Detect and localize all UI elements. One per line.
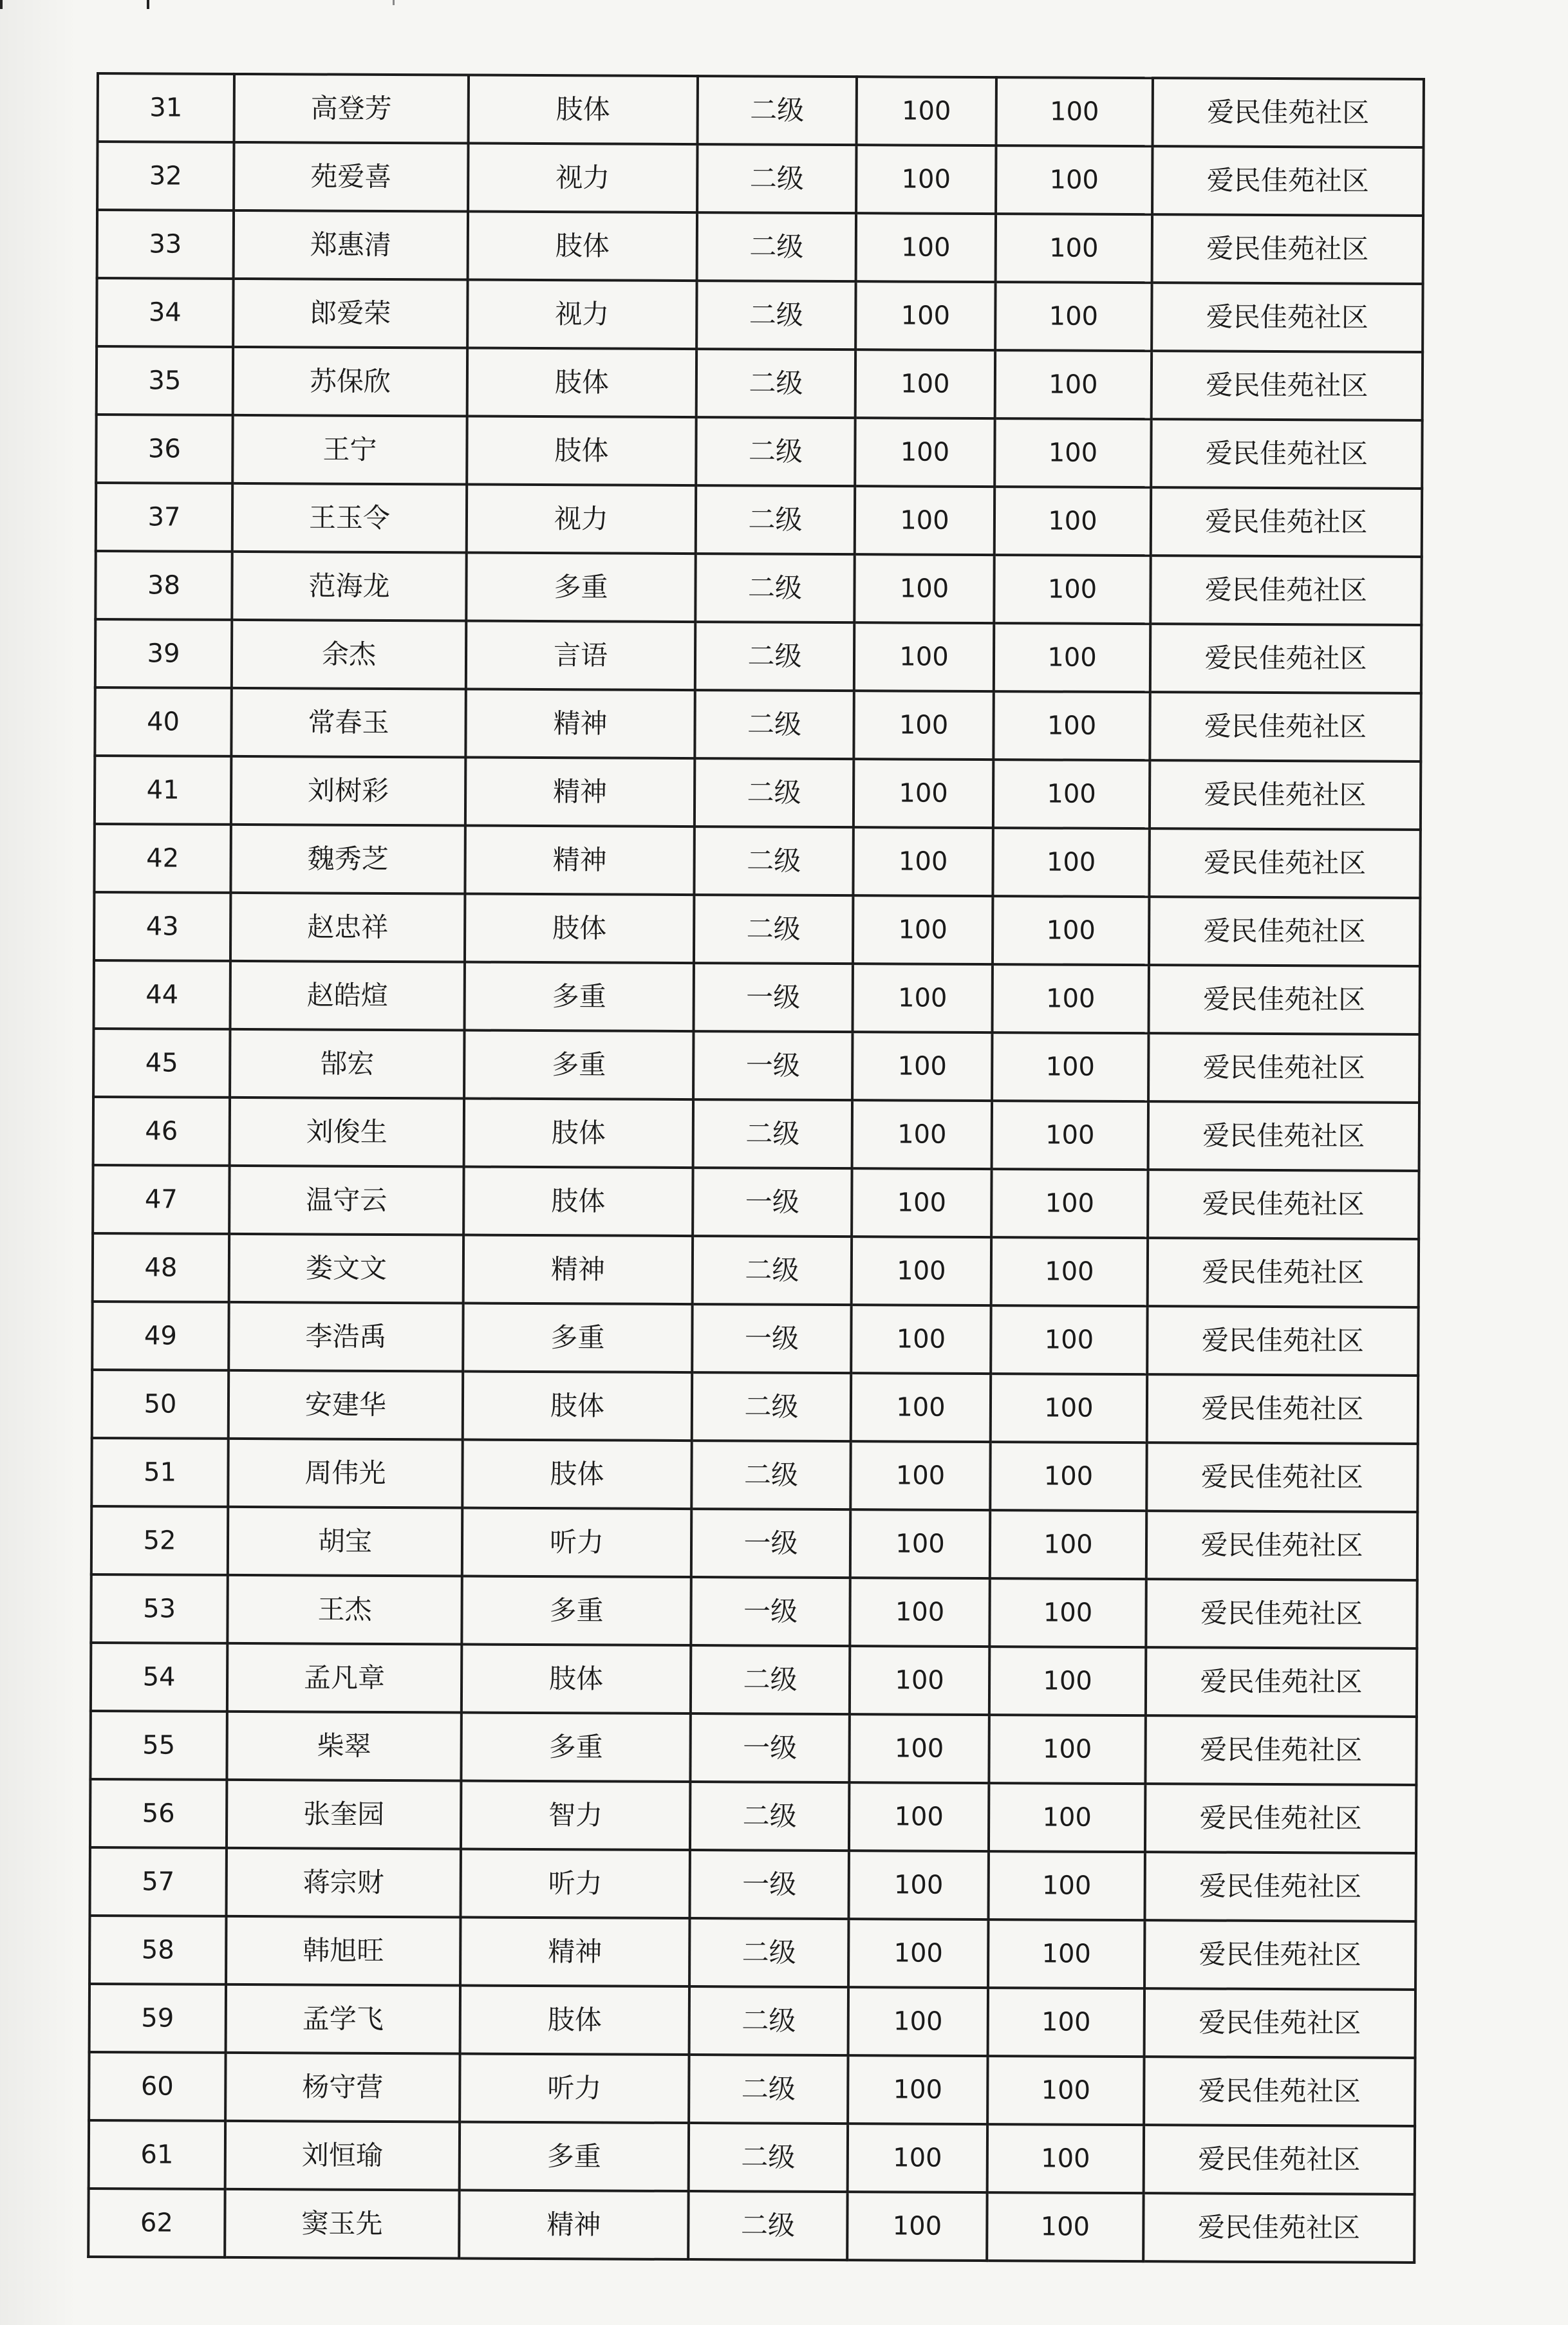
cell-name: 刘俊生 (230, 1097, 464, 1167)
table-row (88, 2189, 1414, 2263)
cell-community: 爱民佳苑社区 (1152, 351, 1423, 420)
cell-disability-type: 视力 (468, 144, 697, 213)
cell-community: 爱民佳苑社区 (1150, 624, 1421, 693)
cell-disability-level: 二级 (697, 144, 856, 213)
cell-community: 爱民佳苑社区 (1153, 78, 1424, 147)
cell-amount-a: 100 (848, 1987, 988, 2056)
cell-amount-b: 100 (989, 1715, 1145, 1784)
cell-disability-level: 二级 (694, 826, 853, 895)
cell-amount-a: 100 (854, 759, 993, 828)
cell-disability-type: 肢体 (463, 1167, 693, 1237)
cell-community: 爱民佳苑社区 (1145, 1784, 1416, 1853)
cell-name: 王宁 (232, 415, 467, 485)
cell-community: 爱民佳苑社区 (1148, 1033, 1419, 1103)
cell-community: 爱民佳苑社区 (1144, 1852, 1415, 1921)
cell-amount-b: 100 (991, 1169, 1148, 1238)
cell-number: 34 (97, 278, 233, 347)
table-row (90, 1711, 1416, 1785)
cell-amount-b: 100 (990, 1510, 1146, 1579)
cell-community: 爱民佳苑社区 (1150, 760, 1421, 830)
cell-number: 47 (93, 1165, 229, 1234)
cell-disability-level: 二级 (696, 485, 855, 554)
cell-community: 爱民佳苑社区 (1146, 1443, 1417, 1512)
cell-name: 周伟光 (228, 1439, 462, 1508)
cell-number: 45 (93, 1029, 230, 1097)
cell-community: 爱民佳苑社区 (1146, 1511, 1417, 1580)
cell-amount-a: 100 (852, 1168, 991, 1237)
cell-amount-a: 100 (855, 486, 994, 555)
cell-disability-type: 肢体 (462, 1440, 691, 1509)
cell-amount-b: 100 (994, 418, 1151, 487)
cell-disability-level: 二级 (698, 76, 857, 145)
cell-disability-level: 二级 (696, 349, 855, 418)
cell-number: 58 (89, 1916, 226, 1984)
cell-disability-type: 精神 (465, 689, 695, 759)
cell-number: 44 (94, 960, 230, 1029)
cell-community: 爱民佳苑社区 (1152, 146, 1423, 216)
cell-disability-level: 二级 (691, 1441, 850, 1509)
cell-number: 46 (93, 1097, 230, 1166)
cell-number: 36 (96, 415, 232, 483)
cell-amount-a: 100 (857, 77, 996, 145)
cell-number: 56 (90, 1779, 227, 1848)
cell-number: 43 (94, 892, 230, 961)
cell-name: 温守云 (229, 1166, 463, 1235)
cell-community: 爱民佳苑社区 (1152, 283, 1423, 352)
cell-disability-level: 二级 (689, 2055, 848, 2124)
cell-amount-a: 100 (848, 1919, 988, 1988)
cell-amount-a: 100 (849, 1714, 989, 1783)
cell-disability-level: 一级 (693, 1031, 852, 1100)
cell-disability-level: 二级 (690, 1782, 849, 1851)
cell-disability-type: 肢体 (462, 1644, 691, 1713)
cell-amount-a: 100 (852, 1100, 992, 1169)
cell-amount-b: 100 (993, 828, 1149, 897)
cell-amount-a: 100 (853, 895, 993, 964)
cell-disability-level: 一级 (693, 1168, 852, 1237)
table-row (91, 1438, 1417, 1512)
table-row (93, 1029, 1419, 1103)
cell-disability-type: 精神 (465, 826, 694, 895)
cell-disability-level: 二级 (691, 1645, 850, 1714)
cell-amount-b: 100 (996, 145, 1152, 214)
table-row (94, 892, 1420, 966)
cell-disability-type: 精神 (463, 1235, 693, 1305)
cell-number: 49 (92, 1302, 229, 1370)
cell-community: 爱民佳苑社区 (1149, 965, 1420, 1034)
cell-amount-b: 100 (993, 896, 1149, 965)
table-row (91, 1643, 1417, 1717)
cell-disability-level: 二级 (688, 2191, 847, 2260)
cell-amount-a: 100 (851, 1373, 991, 1442)
cell-name: 苏保欣 (233, 347, 467, 416)
cell-number: 35 (97, 346, 233, 415)
cell-name: 韩旭旺 (226, 1916, 460, 1986)
cell-name: 刘树彩 (231, 756, 465, 826)
cell-amount-b: 100 (988, 1851, 1144, 1920)
cell-disability-type: 肢体 (463, 1372, 692, 1441)
cell-community: 爱民佳苑社区 (1148, 1101, 1419, 1171)
cell-number: 53 (91, 1574, 227, 1643)
cell-disability-level: 一级 (694, 963, 853, 1032)
cell-amount-a: 100 (850, 1509, 990, 1578)
cell-name: 孟学飞 (226, 1984, 460, 2054)
top-edge-marks (0, 0, 451, 13)
cell-disability-level: 一级 (689, 1850, 848, 1919)
cell-disability-level: 一级 (691, 1577, 850, 1646)
table-row (96, 415, 1422, 489)
cell-number: 48 (93, 1233, 229, 1302)
cell-disability-type: 多重 (460, 2122, 689, 2191)
cell-amount-a: 100 (855, 350, 995, 418)
cell-disability-type: 精神 (459, 2190, 688, 2259)
cell-amount-b: 100 (994, 487, 1151, 556)
cell-disability-level: 二级 (695, 690, 854, 759)
cell-disability-type: 多重 (461, 1712, 690, 1782)
cell-community: 爱民佳苑社区 (1144, 2057, 1415, 2126)
cell-amount-a: 100 (848, 2055, 987, 2124)
cell-amount-b: 100 (991, 1374, 1147, 1443)
cell-disability-type: 精神 (460, 1917, 689, 1986)
table-row (92, 1302, 1418, 1376)
cell-amount-b: 100 (994, 623, 1150, 692)
cell-amount-a: 100 (848, 2124, 987, 2192)
cell-name: 赵皓煊 (230, 961, 465, 1031)
cell-community: 爱民佳苑社区 (1152, 214, 1423, 284)
cell-amount-a: 100 (855, 418, 994, 487)
cell-number: 41 (95, 756, 231, 825)
cell-disability-level: 二级 (693, 1099, 852, 1168)
cell-number: 40 (95, 687, 231, 756)
cell-disability-type: 肢体 (468, 212, 697, 281)
cell-amount-b: 100 (991, 1305, 1147, 1374)
cell-disability-level: 二级 (692, 1372, 851, 1441)
cell-community: 爱民佳苑社区 (1151, 487, 1422, 557)
subsidy-table (87, 72, 1425, 2264)
cell-name: 李浩禹 (229, 1302, 463, 1372)
cell-name: 张奎园 (227, 1780, 461, 1849)
cell-amount-b: 100 (987, 2192, 1143, 2261)
cell-amount-b: 100 (990, 1442, 1146, 1511)
cell-amount-b: 100 (989, 1647, 1146, 1715)
cell-community: 爱民佳苑社区 (1146, 1647, 1417, 1717)
cell-disability-type: 视力 (467, 280, 696, 350)
cell-disability-level: 二级 (694, 895, 853, 964)
cell-disability-type: 听力 (462, 1508, 691, 1578)
cell-number: 55 (90, 1711, 227, 1780)
cell-name: 孟凡章 (227, 1643, 462, 1713)
cell-number: 60 (89, 2052, 225, 2121)
cell-number: 51 (91, 1438, 228, 1507)
cell-amount-b: 100 (993, 691, 1150, 760)
table-row (95, 687, 1421, 761)
cell-name: 范海龙 (232, 552, 466, 621)
cell-community: 爱民佳苑社区 (1147, 1306, 1418, 1376)
table-row (97, 346, 1423, 420)
cell-disability-type: 肢体 (465, 894, 694, 964)
cell-amount-b: 100 (995, 350, 1152, 419)
cell-disability-type: 肢体 (469, 75, 698, 145)
cell-disability-type: 视力 (467, 485, 696, 554)
cell-community: 爱民佳苑社区 (1148, 1170, 1419, 1239)
cell-amount-a: 100 (854, 554, 994, 623)
table-row (94, 824, 1420, 898)
cell-amount-a: 100 (852, 1032, 992, 1101)
cell-amount-a: 100 (856, 213, 996, 282)
cell-name: 郑惠清 (234, 210, 468, 280)
scan-shadow (0, 0, 77, 2325)
cell-community: 爱民佳苑社区 (1147, 1374, 1418, 1444)
cell-community: 爱民佳苑社区 (1143, 2193, 1414, 2263)
cell-number: 38 (95, 551, 232, 620)
cell-disability-level: 二级 (696, 417, 855, 486)
cell-number: 31 (98, 73, 234, 142)
cell-community: 爱民佳苑社区 (1151, 419, 1422, 489)
cell-amount-a: 100 (849, 1782, 989, 1851)
cell-amount-b: 100 (993, 760, 1150, 828)
cell-community: 爱民佳苑社区 (1148, 1238, 1419, 1307)
cell-amount-a: 100 (850, 1646, 989, 1715)
cell-name: 王杰 (227, 1575, 462, 1645)
table-row (94, 960, 1420, 1034)
cell-amount-a: 100 (854, 622, 994, 691)
cell-amount-b: 100 (994, 555, 1150, 624)
table-row (98, 73, 1424, 147)
cell-community: 爱民佳苑社区 (1149, 897, 1420, 966)
table-row (89, 1984, 1415, 2058)
table-row (97, 210, 1423, 284)
cell-community: 爱民佳苑社区 (1146, 1579, 1417, 1648)
cell-name: 赵忠祥 (230, 893, 465, 962)
table-row (91, 1506, 1417, 1580)
cell-number: 39 (95, 619, 232, 688)
cell-disability-level: 二级 (695, 554, 854, 622)
cell-number: 52 (91, 1506, 228, 1575)
cell-amount-b: 100 (992, 1101, 1148, 1170)
cell-community: 爱民佳苑社区 (1144, 2125, 1415, 2194)
cell-amount-b: 100 (992, 1032, 1148, 1101)
cell-amount-a: 100 (853, 964, 993, 1032)
table-body (88, 73, 1424, 2263)
cell-amount-b: 100 (989, 1783, 1145, 1852)
cell-name: 苑爱喜 (234, 142, 468, 212)
table-row (89, 1916, 1415, 1990)
cell-disability-type: 多重 (462, 1576, 691, 1645)
table-row (93, 1165, 1419, 1239)
cell-amount-a: 100 (847, 2192, 987, 2261)
cell-name: 魏秀芝 (230, 825, 465, 894)
cell-disability-type: 肢体 (467, 416, 696, 486)
cell-disability-level: 二级 (697, 212, 856, 281)
cell-amount-a: 100 (850, 1441, 990, 1510)
cell-name: 杨守营 (225, 2053, 460, 2122)
table-row (90, 1847, 1416, 1921)
cell-name: 常春玉 (231, 688, 465, 758)
table-row (95, 619, 1421, 693)
cell-number: 33 (97, 210, 234, 279)
cell-disability-level: 二级 (695, 758, 854, 827)
cell-name: 胡宝 (228, 1507, 462, 1576)
cell-amount-a: 100 (853, 827, 993, 896)
cell-disability-level: 一级 (692, 1304, 851, 1373)
cell-name: 娄文文 (229, 1234, 463, 1303)
cell-disability-type: 精神 (465, 758, 695, 827)
cell-disability-type: 多重 (464, 1031, 693, 1100)
cell-number: 57 (90, 1847, 227, 1916)
cell-disability-type: 多重 (466, 553, 695, 622)
cell-number: 62 (88, 2189, 225, 2257)
cell-amount-a: 100 (850, 1578, 989, 1647)
table-row (96, 483, 1422, 557)
cell-disability-type: 言语 (466, 621, 695, 691)
cell-community: 爱民佳苑社区 (1150, 556, 1421, 625)
cell-number: 42 (94, 824, 230, 893)
cell-amount-a: 100 (856, 145, 996, 214)
cell-disability-type: 听力 (460, 1849, 689, 1918)
cell-amount-a: 100 (854, 691, 993, 760)
cell-name: 窦玉先 (225, 2189, 459, 2259)
cell-name: 高登芳 (234, 74, 469, 144)
cell-amount-b: 100 (989, 1578, 1146, 1647)
cell-disability-level: 一级 (690, 1713, 849, 1782)
table-row (89, 2120, 1415, 2194)
cell-amount-b: 100 (991, 1237, 1148, 1306)
cell-disability-type: 多重 (465, 962, 694, 1032)
table-row (89, 2052, 1415, 2126)
cell-amount-a: 100 (855, 281, 995, 350)
cell-disability-level: 二级 (689, 2123, 848, 2192)
cell-community: 爱民佳苑社区 (1149, 828, 1420, 898)
cell-community: 爱民佳苑社区 (1144, 1920, 1415, 1990)
cell-disability-type: 多重 (463, 1303, 692, 1373)
cell-community: 爱民佳苑社区 (1144, 1988, 1415, 2058)
cell-number: 37 (96, 483, 232, 552)
cell-disability-type: 听力 (460, 2053, 689, 2123)
cell-name: 柴翠 (227, 1712, 461, 1781)
table-row (93, 1097, 1419, 1171)
cell-amount-b: 100 (987, 2056, 1144, 2125)
cell-amount-b: 100 (987, 2124, 1144, 2193)
cell-disability-type: 肢体 (460, 1985, 689, 2055)
cell-amount-a: 100 (852, 1237, 991, 1305)
cell-amount-b: 100 (988, 1988, 1144, 2057)
table-row (97, 278, 1423, 352)
table-row (97, 142, 1423, 216)
cell-number: 61 (89, 2120, 225, 2189)
cell-number: 54 (91, 1643, 227, 1712)
cell-amount-b: 100 (988, 1919, 1144, 1988)
table-row (93, 1233, 1419, 1307)
cell-name: 余杰 (232, 620, 466, 689)
cell-name: 刘恒瑜 (225, 2121, 460, 2190)
cell-amount-b: 100 (995, 282, 1152, 351)
cell-disability-type: 智力 (461, 1780, 690, 1850)
cell-name: 蒋宗财 (227, 1848, 461, 1918)
cell-disability-level: 一级 (691, 1509, 850, 1578)
cell-name: 王玉令 (232, 483, 467, 553)
cell-number: 32 (97, 142, 234, 210)
cell-disability-type: 肢体 (464, 1099, 693, 1168)
cell-amount-b: 100 (996, 214, 1152, 283)
cell-number: 50 (92, 1370, 229, 1439)
cell-community: 爱民佳苑社区 (1150, 692, 1421, 761)
cell-amount-a: 100 (851, 1305, 991, 1374)
cell-disability-level: 二级 (696, 281, 855, 350)
cell-name: 郎爱荣 (233, 279, 467, 348)
table-row (91, 1574, 1417, 1648)
table-row (95, 756, 1421, 830)
cell-disability-level: 二级 (695, 622, 854, 691)
cell-disability-level: 二级 (689, 1986, 848, 2055)
cell-disability-level: 二级 (689, 1918, 848, 1987)
cell-amount-b: 100 (993, 964, 1149, 1033)
cell-name: 安建华 (229, 1370, 463, 1440)
cell-disability-level: 二级 (693, 1236, 852, 1305)
cell-name: 郜宏 (230, 1029, 464, 1099)
cell-disability-type: 肢体 (467, 348, 696, 418)
table-row (92, 1370, 1418, 1444)
cell-amount-b: 100 (996, 77, 1153, 146)
cell-number: 59 (89, 1984, 226, 2053)
table-row (95, 551, 1421, 625)
table-row (90, 1779, 1416, 1853)
cell-amount-a: 100 (848, 1851, 988, 1919)
cell-community: 爱民佳苑社区 (1145, 1715, 1416, 1785)
